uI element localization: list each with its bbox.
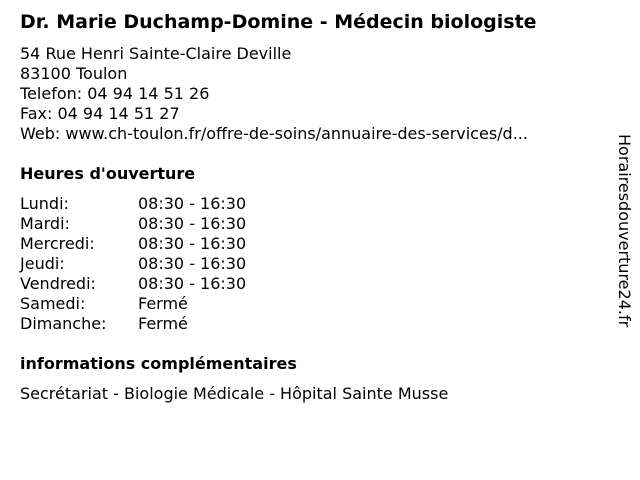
day-label: Mercredi: bbox=[20, 234, 95, 253]
time-value: Fermé bbox=[138, 314, 188, 333]
day-label: Lundi: bbox=[20, 194, 69, 213]
hours-row bbox=[20, 294, 420, 314]
fax-number: Fax: 04 94 14 51 27 bbox=[20, 104, 180, 123]
additional-info-text: Secrétariat - Biologie Médicale - Hôpital Sainte Musse bbox=[20, 384, 449, 403]
website-link[interactable]: Web: www.ch-toulon.fr/offre-de-soins/annuaire-des-services/d... bbox=[20, 124, 528, 143]
opening-hours-table bbox=[20, 194, 420, 334]
time-value: 08:30 - 16:30 bbox=[138, 254, 247, 273]
site-watermark bbox=[612, 134, 636, 374]
contact-block bbox=[20, 44, 600, 144]
additional-info-heading: informations complémentaires bbox=[20, 354, 297, 373]
day-label: Vendredi: bbox=[20, 274, 96, 293]
hours-row bbox=[20, 194, 420, 214]
time-value: 08:30 - 16:30 bbox=[138, 274, 247, 293]
time-value: Fermé bbox=[138, 294, 188, 313]
time-value: 08:30 - 16:30 bbox=[138, 194, 247, 213]
day-label: Samedi: bbox=[20, 294, 86, 313]
hours-row bbox=[20, 214, 420, 234]
address-city: 83100 Toulon bbox=[20, 64, 128, 83]
day-label: Dimanche: bbox=[20, 314, 107, 333]
hours-row bbox=[20, 254, 420, 274]
page-title: Dr. Marie Duchamp-Domine - Médecin biologiste bbox=[20, 11, 537, 33]
opening-hours-heading: Heures d'ouverture bbox=[20, 164, 196, 183]
phone-number: Telefon: 04 94 14 51 26 bbox=[20, 84, 210, 103]
address-street: 54 Rue Henri Sainte-Claire Deville bbox=[20, 44, 292, 63]
hours-row bbox=[20, 314, 420, 334]
watermark-text: Horairesdouverture24.fr bbox=[615, 134, 634, 328]
hours-row bbox=[20, 274, 420, 294]
hours-row bbox=[20, 234, 420, 254]
day-label: Mardi: bbox=[20, 214, 70, 233]
day-label: Jeudi: bbox=[20, 254, 65, 273]
time-value: 08:30 - 16:30 bbox=[138, 214, 247, 233]
time-value: 08:30 - 16:30 bbox=[138, 234, 247, 253]
